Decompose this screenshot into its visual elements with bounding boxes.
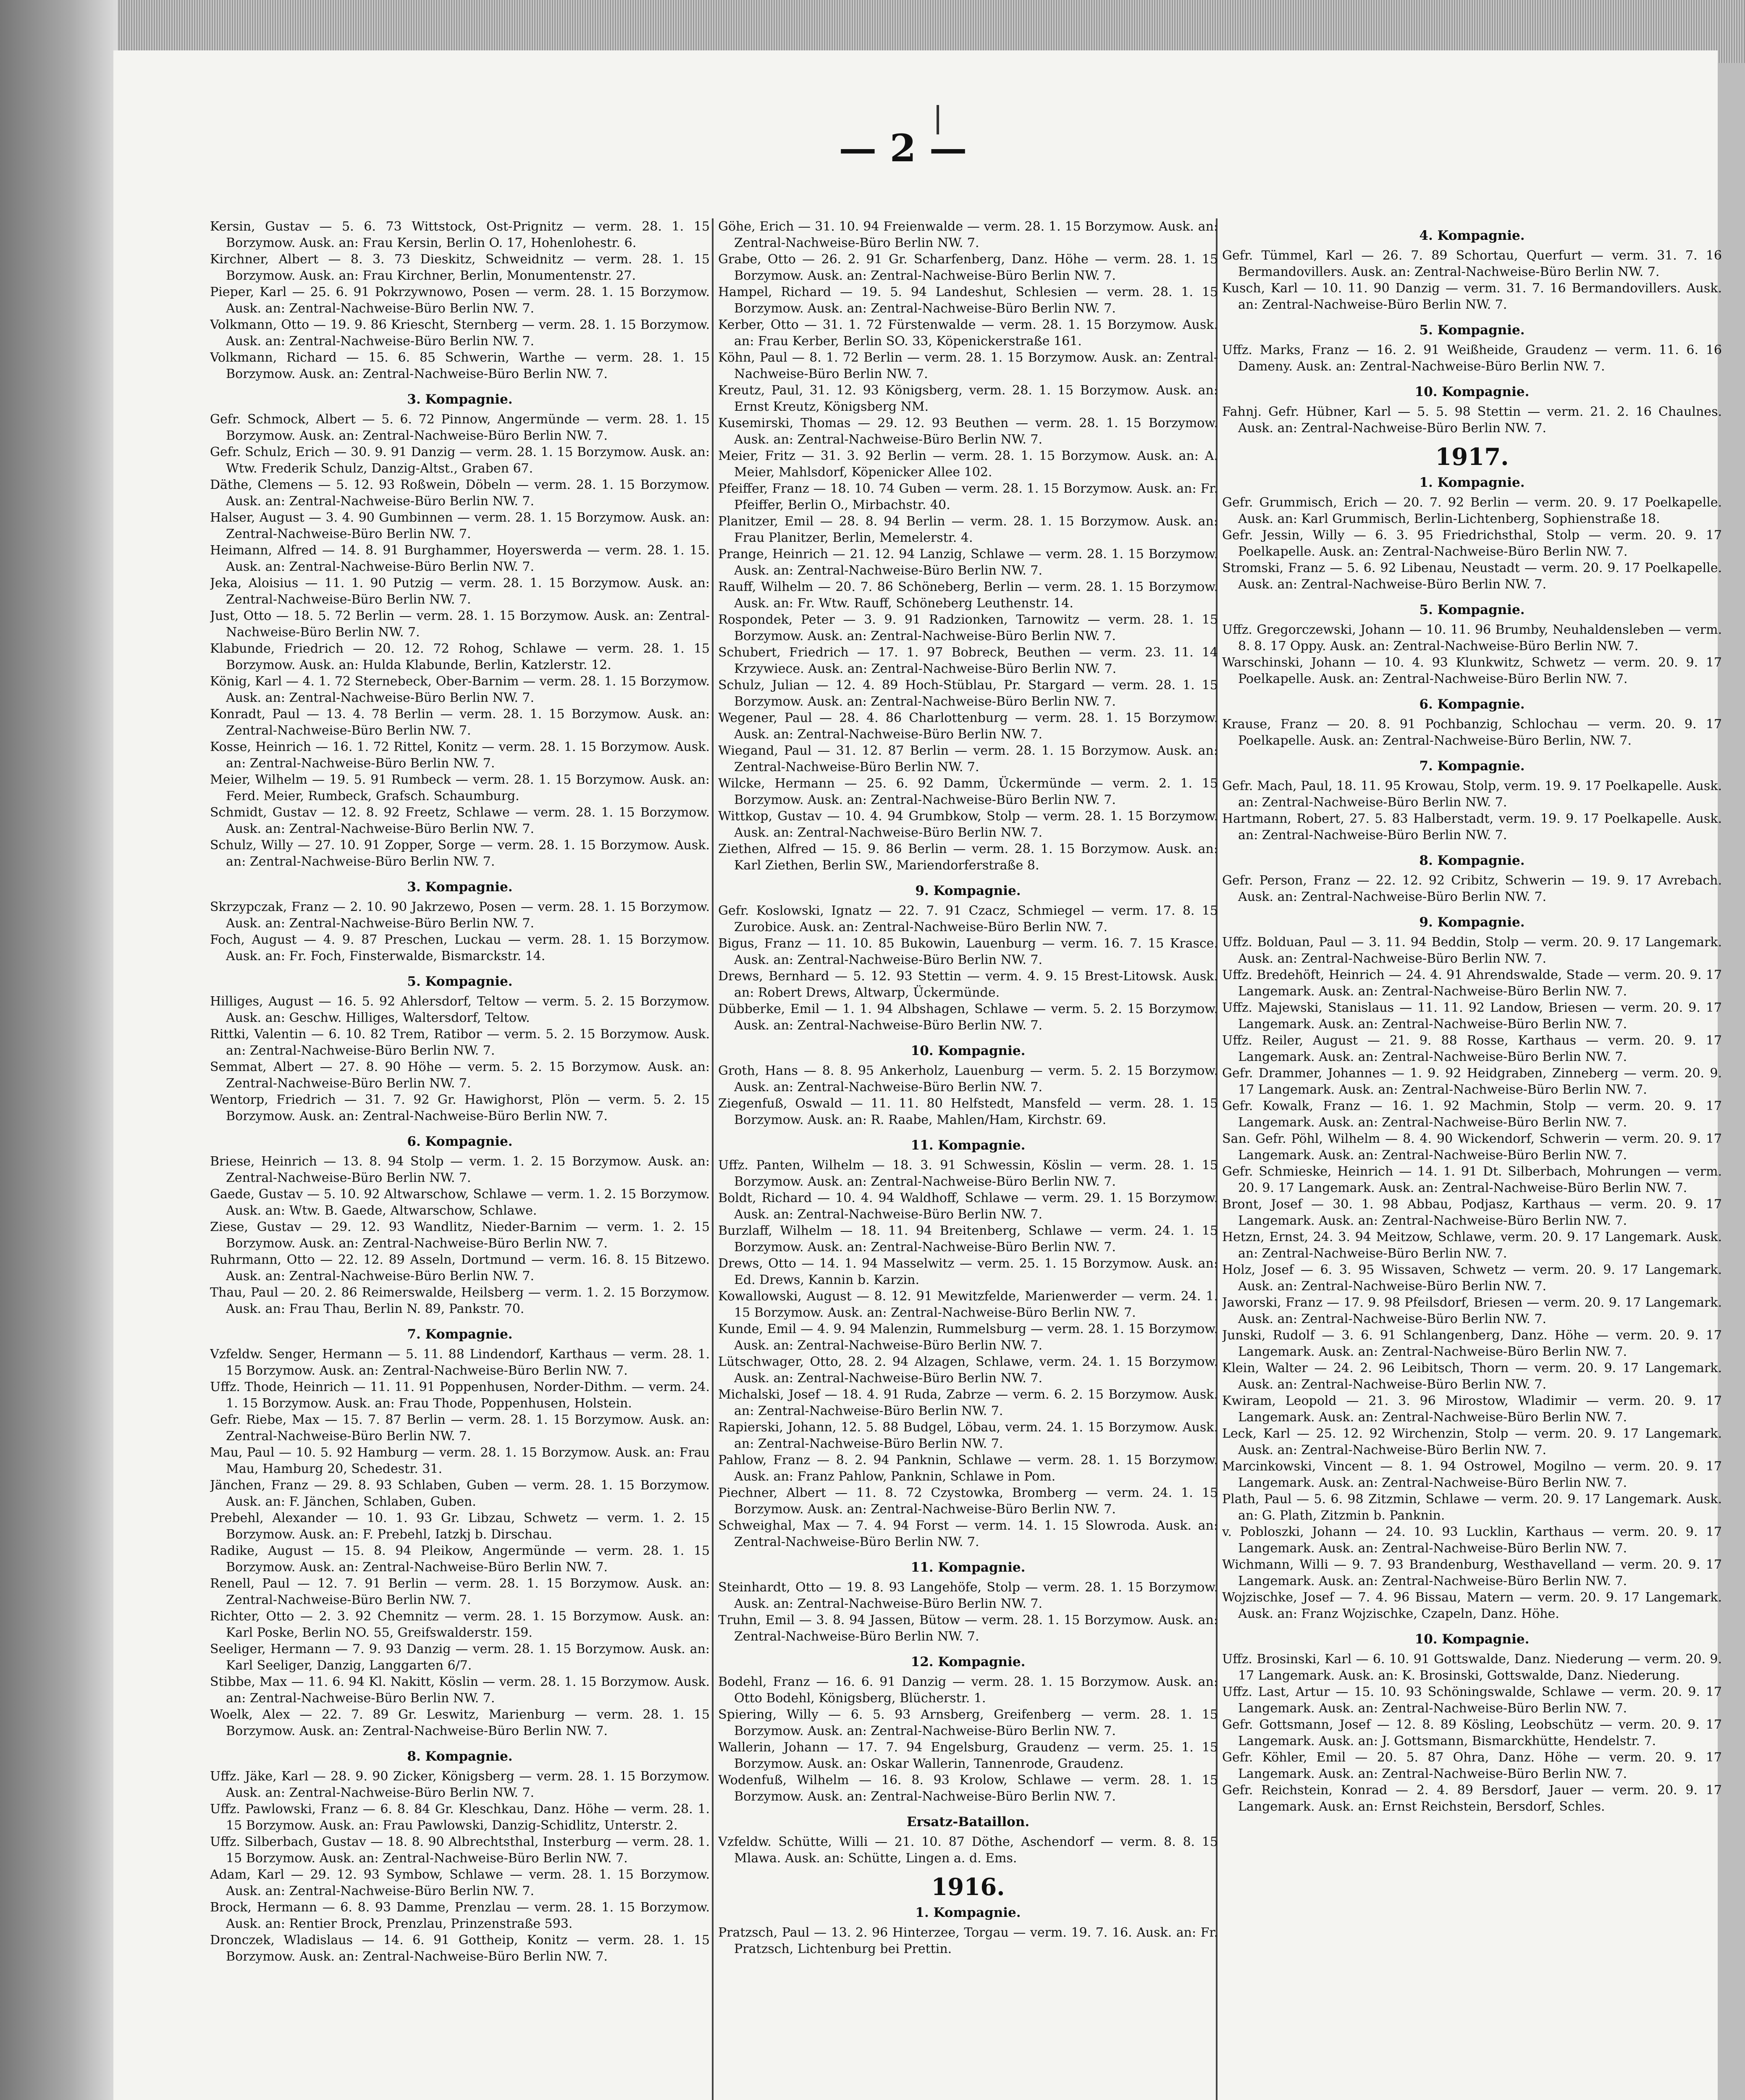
list-entry: Kosse, Heinrich — 16. 1. 72 Rittel, Konitz — verm. 28. 1. 15 Borzymow. Ausk. an: Zentral-Nachweise-Büro Berlin NW. 7.: [210, 740, 710, 771]
list-entry: Wodenfuß, Wilhelm — 16. 8. 93 Krolow, Schlawe — verm. 28. 1. 15 Borzymow. Ausk. an: Zentral-Nachweise-Büro Berlin NW. 7.: [718, 1773, 1218, 1804]
list-entry: Richter, Otto — 2. 3. 92 Chemnitz — verm. 28. 1. 15 Borzymow. Ausk. an: Karl Poske, Berlin NO. 55, Greifswalderstr. 159.: [210, 1609, 710, 1640]
section-heading: 10. Kompagnie.: [911, 1043, 1026, 1058]
list-entry: Stibbe, Max — 11. 6. 94 Kl. Nakitt, Köslin — verm. 28. 1. 15 Borzymow. Ausk. an: Zentral-Nachweise-Büro Berlin NW. 7.: [210, 1675, 710, 1706]
list-entry: Hartmann, Robert, 27. 5. 83 Halberstadt, verm. 19. 9. 17 Poelkapelle. Ausk. an: Zentral-Nachweise-Büro Berlin NW. 7.: [1222, 811, 1722, 843]
section-heading: 8. Kompagnie.: [407, 1749, 513, 1764]
list-entry: Gefr. Drammer, Johannes — 1. 9. 92 Heidgraben, Zinneberg — verm. 20. 9. 17 Langemark. Ausk. an: Zentral-Nachweise-Büro Berlin NW. 7.: [1222, 1066, 1722, 1097]
section-heading: 11. Kompagnie.: [911, 1560, 1026, 1575]
list-entry: Woelk, Alex — 22. 7. 89 Gr. Leswitz, Marienburg — verm. 28. 1. 15 Borzymow. Ausk. an: Zentral-Nachweise-Büro Berlin NW. 7.: [210, 1707, 710, 1738]
list-entry: Dübberke, Emil — 1. 1. 94 Albshagen, Schlawe — verm. 5. 2. 15 Borzymow. Ausk. an: Zentral-Nachweise-Büro Berlin NW. 7.: [718, 1002, 1218, 1033]
list-entry: Jänchen, Franz — 29. 8. 93 Schlaben, Guben — verm. 28. 1. 15 Borzymow. Ausk. an: F. Jänchen, Schlaben, Guben.: [210, 1478, 710, 1509]
list-entry: Göhe, Erich — 31. 10. 94 Freienwalde — verm. 28. 1. 15 Borzymow. Ausk. an: Zentral-Nachweise-Büro Berlin NW. 7.: [718, 219, 1218, 250]
list-entry: Volkmann, Richard — 15. 6. 85 Schwerin, Warthe — verm. 28. 1. 15 Borzymow. Ausk. an: Zentral-Nachweise-Büro Berlin NW. 7.: [210, 350, 710, 381]
section-heading: 6. Kompagnie.: [1419, 697, 1525, 712]
list-entry: Thau, Paul — 20. 2. 86 Reimerswalde, Heilsberg — verm. 1. 2. 15 Borzymow. Ausk. an: Frau Thau, Berlin N. 89, Pankstr. 70.: [210, 1285, 710, 1316]
list-entry: Kerber, Otto — 31. 1. 72 Fürstenwalde — verm. 28. 1. 15 Borzymow. Ausk. an: Frau Kerber, Berlin SO. 33, Köpenickerstraße 161.: [718, 318, 1218, 349]
list-entry: Jaworski, Franz — 17. 9. 98 Pfeilsdorf, Briesen — verm. 20. 9. 17 Langemark. Ausk. an: Zentral-Nachweise-Büro Berlin NW. 7.: [1222, 1295, 1722, 1326]
list-entry: Kowallowski, August — 8. 12. 91 Mewitzfelde, Marienwerder — verm. 24. 1. 15 Borzymow. Ausk. an: Zentral-Nachweise-Büro Berlin NW. 7.: [718, 1289, 1218, 1320]
list-entry: Schweighal, Max — 7. 4. 94 Forst — verm. 14. 1. 15 Slowroda. Ausk. an: Zentral-Nachweise-Büro Berlin NW. 7.: [718, 1518, 1218, 1549]
column-rule: [712, 218, 714, 2100]
list-entry: Gefr. Gottsmann, Josef — 12. 8. 89 Kösling, Leobschütz — verm. 20. 9. 17 Langemark. Ausk. an: J. Gottsmann, Bismarckhütte, Hendelstr. 7.: [1222, 1717, 1722, 1748]
list-entry: Meier, Wilhelm — 19. 5. 91 Rumbeck — verm. 28. 1. 15 Borzymow. Ausk. an: Ferd. Meier, Rumbeck, Grafsch. Schaumburg.: [210, 772, 710, 803]
list-entry: Adam, Karl — 29. 12. 93 Symbow, Schlawe — verm. 28. 1. 15 Borzymow. Ausk. an: Zentral-Nachweise-Büro Berlin NW. 7.: [210, 1867, 710, 1898]
list-entry: Spiering, Willy — 6. 5. 93 Arnsberg, Greifenberg — verm. 28. 1. 15 Borzymow. Ausk. an: Zentral-Nachweise-Büro Berlin NW. 7.: [718, 1707, 1218, 1738]
list-entry: Vzfeldw. Schütte, Willi — 21. 10. 87 Döthe, Aschendorf — verm. 8. 8. 15 Mlawa. Ausk. an: Schütte, Lingen a. d. Ems.: [718, 1835, 1218, 1866]
list-entry: Gefr. Kowalk, Franz — 16. 1. 92 Machmin, Stolp — verm. 20. 9. 17 Langemark. Ausk. an: Zentral-Nachweise-Büro Berlin NW. 7.: [1222, 1099, 1722, 1130]
list-entry: Seeliger, Hermann — 7. 9. 93 Danzig — verm. 28. 1. 15 Borzymow. Ausk. an: Karl Seeliger, Danzig, Langgarten 6/7.: [210, 1642, 710, 1673]
list-entry: Warschinski, Johann — 10. 4. 93 Klunkwitz, Schwetz — verm. 20. 9. 17 Poelkapelle. Ausk. an: Zentral-Nachweise-Büro Berlin NW. 7.: [1222, 655, 1722, 686]
list-entry: Wegener, Paul — 28. 4. 86 Charlottenburg — verm. 28. 1. 15 Borzymow. Ausk. an: Zentral-Nachweise-Büro Berlin NW. 7.: [718, 711, 1218, 742]
list-entry: Köhn, Paul — 8. 1. 72 Berlin — verm. 28. 1. 15 Borzymow. Ausk. an: Zentral-Nachweise-Büro Berlin NW. 7.: [718, 350, 1218, 381]
list-entry: Drews, Bernhard — 5. 12. 93 Stettin — verm. 4. 9. 15 Brest-Litowsk. Ausk. an: Robert Drews, Altwarp, Ückermünde.: [718, 969, 1218, 1000]
list-entry: Ziethen, Alfred — 15. 9. 86 Berlin — verm. 28. 1. 15 Borzymow. Ausk. an: Karl Ziethen, Berlin SW., Mariendorferstraße 8.: [718, 842, 1218, 873]
section-heading: 8. Kompagnie.: [1419, 853, 1525, 868]
section-heading: 6. Kompagnie.: [407, 1134, 513, 1149]
section-heading: 1. Kompagnie.: [1419, 475, 1525, 490]
list-entry: Uffz. Panten, Wilhelm — 18. 3. 91 Schwessin, Köslin — verm. 28. 1. 15 Borzymow. Ausk. an: Zentral-Nachweise-Büro Berlin NW. 7.: [718, 1158, 1218, 1189]
list-entry: Kunde, Emil — 4. 9. 94 Malenzin, Rummelsburg — verm. 28. 1. 15 Borzymow. Ausk. an: Zentral-Nachweise-Büro Berlin NW. 7.: [718, 1322, 1218, 1353]
section-heading: 1. Kompagnie.: [915, 1905, 1021, 1920]
list-entry: v. Pobloszki, Johann — 24. 10. 93 Lucklin, Karthaus — verm. 20. 9. 17 Langemark. Ausk. an: Zentral-Nachweise-Büro Berlin NW. 7.: [1222, 1525, 1722, 1556]
list-entry: Fahnj. Gefr. Hübner, Karl — 5. 5. 98 Stettin — verm. 21. 2. 16 Chaulnes. Ausk. an: Zentral-Nachweise-Büro Berlin NW. 7.: [1222, 404, 1722, 436]
list-entry: Uffz. Majewski, Stanislaus — 11. 11. 92 Landow, Briesen — verm. 20. 9. 17 Langemark. Ausk. an: Zentral-Nachweise-Büro Berlin NW. 7.: [1222, 1000, 1722, 1032]
list-entry: Gefr. Köhler, Emil — 20. 5. 87 Ohra, Danz. Höhe — verm. 20. 9. 17 Langemark. Ausk. an: Zentral-Nachweise-Büro Berlin NW. 7.: [1222, 1750, 1722, 1781]
year-heading: 1917.: [1435, 443, 1509, 471]
list-entry: Gefr. Schmieske, Heinrich — 14. 1. 91 Dt. Silberbach, Mohrungen — verm. 20. 9. 17 Langemark. Ausk. an: Zentral-Nachweise-Büro Berlin NW. 7.: [1222, 1164, 1722, 1195]
list-entry: Uffz. Bolduan, Paul — 3. 11. 94 Beddin, Stolp — verm. 20. 9. 17 Langemark. Ausk. an: Zentral-Nachweise-Büro Berlin NW. 7.: [1222, 935, 1722, 966]
list-entry: Volkmann, Otto — 19. 9. 86 Kriescht, Sternberg — verm. 28. 1. 15 Borzymow. Ausk. an: Zentral-Nachweise-Büro Berlin NW. 7.: [210, 318, 710, 349]
list-entry: Uffz. Marks, Franz — 16. 2. 91 Weißheide, Graudenz — verm. 11. 6. 16 Dameny. Ausk. an: Zentral-Nachweise-Büro Berlin NW. 7.: [1222, 343, 1722, 374]
list-entry: Vzfeldw. Senger, Hermann — 5. 11. 88 Lindendorf, Karthaus — verm. 28. 1. 15 Borzymow. Ausk. an: Zentral-Nachweise-Büro Berlin NW. 7.: [210, 1347, 710, 1378]
section-heading: 5. Kompagnie.: [1419, 323, 1525, 338]
list-entry: Schulz, Willy — 27. 10. 91 Zopper, Sorge — verm. 28. 1. 15 Borzymow. Ausk. an: Zentral-Nachweise-Büro Berlin NW. 7.: [210, 838, 710, 869]
section-heading: 9. Kompagnie.: [915, 883, 1021, 898]
list-entry: Foch, August — 4. 9. 87 Preschen, Luckau — verm. 28. 1. 15 Borzymow. Ausk. an: Fr. Foch, Finsterwalde, Bismarckstr. 14.: [210, 932, 710, 963]
list-entry: Heimann, Alfred — 14. 8. 91 Burghammer, Hoyerswerda — verm. 28. 1. 15. Ausk. an: Zentral-Nachweise-Büro Berlin NW. 7.: [210, 543, 710, 574]
list-entry: Wittkop, Gustav — 10. 4. 94 Grumbkow, Stolp — verm. 28. 1. 15 Borzymow. Ausk. an: Zentral-Nachweise-Büro Berlin NW. 7.: [718, 809, 1218, 840]
list-entry: Renell, Paul — 12. 7. 91 Berlin — verm. 28. 1. 15 Borzymow. Ausk. an: Zentral-Nachweise-Büro Berlin NW. 7.: [210, 1576, 710, 1607]
list-entry: Semmat, Albert — 27. 8. 90 Höhe — verm. 5. 2. 15 Borzymow. Ausk. an: Zentral-Nachweise-Büro Berlin NW. 7.: [210, 1060, 710, 1091]
list-entry: Schmidt, Gustav — 12. 8. 92 Freetz, Schlawe — verm. 28. 1. 15 Borzymow. Ausk. an: Zentral-Nachweise-Büro Berlin NW. 7.: [210, 805, 710, 836]
list-entry: Gefr. Riebe, Max — 15. 7. 87 Berlin — verm. 28. 1. 15 Borzymow. Ausk. an: Zentral-Nachweise-Büro Berlin NW. 7.: [210, 1412, 710, 1444]
list-entry: Hilliges, August — 16. 5. 92 Ahlersdorf, Teltow — verm. 5. 2. 15 Borzymow. Ausk. an: Geschw. Hilliges, Waltersdorf, Teltow.: [210, 994, 710, 1025]
list-entry: Lütschwager, Otto, 28. 2. 94 Alzagen, Schlawe, verm. 24. 1. 15 Borzymow. Ausk. an: Zentral-Nachweise-Büro Berlin NW. 7.: [718, 1354, 1218, 1386]
list-entry: Leck, Karl — 25. 12. 92 Wirchenzin, Stolp — verm. 20. 9. 17 Langemark. Ausk. an: Zentral-Nachweise-Büro Berlin NW. 7.: [1222, 1426, 1722, 1457]
list-entry: Hetzn, Ernst, 24. 3. 94 Meitzow, Schlawe, verm. 20. 9. 17 Langemark. Ausk. an: Zentral-Nachweise-Büro Berlin NW. 7.: [1222, 1230, 1722, 1261]
list-entry: Gefr. Mach, Paul, 18. 11. 95 Krowau, Stolp, verm. 19. 9. 17 Poelkapelle. Ausk. an: Zentral-Nachweise-Büro Berlin NW. 7.: [1222, 779, 1722, 810]
section-heading: 11. Kompagnie.: [911, 1138, 1026, 1153]
list-entry: Gefr. Person, Franz — 22. 12. 92 Cribitz, Schwerin — 19. 9. 17 Avrebach. Ausk. an: Zentral-Nachweise-Büro Berlin NW. 7.: [1222, 873, 1722, 904]
list-entry: Gefr. Grummisch, Erich — 20. 7. 92 Berlin — verm. 20. 9. 17 Poelkapelle. Ausk. an: Karl Grummisch, Berlin-Lichtenberg, Sophienstraße 18.: [1222, 495, 1722, 526]
list-entry: Uffz. Brosinski, Karl — 6. 10. 91 Gottswalde, Danz. Niederung — verm. 20. 9. 17 Langemark. Ausk. an: K. Brosinski, Gottswalde, Danz. Niederung.: [1222, 1652, 1722, 1683]
list-entry: Krause, Franz — 20. 8. 91 Pochbanzig, Schlochau — verm. 20. 9. 17 Poelkapelle. Ausk. an: Zentral-Nachweise-Büro Berlin, NW. 7.: [1222, 717, 1722, 748]
page-number: — 2 —: [839, 126, 967, 171]
list-entry: Boldt, Richard — 10. 4. 94 Waldhoff, Schlawe — verm. 29. 1. 15 Borzymow. Ausk. an: Zentral-Nachweise-Büro Berlin NW. 7.: [718, 1191, 1218, 1222]
list-entry: Jeka, Aloisius — 11. 1. 90 Putzig — verm. 28. 1. 15 Borzymow. Ausk. an: Zentral-Nachweise-Büro Berlin NW. 7.: [210, 576, 710, 607]
list-entry: Kreutz, Paul, 31. 12. 93 Königsberg, verm. 28. 1. 15 Borzymow. Ausk. an: Ernst Kreutz, Königsberg NM.: [718, 383, 1218, 414]
list-entry: Gefr. Schmock, Albert — 5. 6. 72 Pinnow, Angermünde — verm. 28. 1. 15 Borzymow. Ausk. an: Zentral-Nachweise-Büro Berlin NW. 7.: [210, 412, 710, 443]
list-entry: Wallerin, Johann — 17. 7. 94 Engelsburg, Graudenz — verm. 25. 1. 15 Borzymow. Ausk. an: Oskar Wallerin, Tannenrode, Graudenz.: [718, 1740, 1218, 1771]
list-entry: Konradt, Paul — 13. 4. 78 Berlin — verm. 28. 1. 15 Borzymow. Ausk. an: Zentral-Nachweise-Büro Berlin NW. 7.: [210, 707, 710, 738]
list-entry: Rauff, Wilhelm — 20. 7. 86 Schöneberg, Berlin — verm. 28. 1. 15 Borzymow. Ausk. an: Fr. Wtw. Rauff, Schöneberg Leuthenstr. 14.: [718, 580, 1218, 611]
text-column-3: [1222, 218, 1722, 2100]
list-entry: Bront, Josef — 30. 1. 98 Abbau, Podjasz, Karthaus — verm. 20. 9. 17 Langemark. Ausk. an: Zentral-Nachweise-Büro Berlin NW. 7.: [1222, 1197, 1722, 1228]
list-entry: Uffz. Gregorczewski, Johann — 10. 11. 96 Brumby, Neuhaldensleben — verm. 8. 8. 17 Oppy. Ausk. an: Zentral-Nachweise-Büro Berlin NW. 7.: [1222, 622, 1722, 654]
list-entry: Klabunde, Friedrich — 20. 12. 72 Rohog, Schlawe — verm. 28. 1. 15 Borzymow. Ausk. an: Hulda Klabunde, Berlin, Katzlerstr. 12.: [210, 641, 710, 672]
list-entry: Kusch, Karl — 10. 11. 90 Danzig — verm. 31. 7. 16 Bermandovillers. Ausk. an: Zentral-Nachweise-Büro Berlin NW. 7.: [1222, 281, 1722, 312]
list-entry: Marcinkowski, Vincent — 8. 1. 94 Ostrowel, Mogilno — verm. 20. 9. 17 Langemark. Ausk. an: Zentral-Nachweise-Büro Berlin NW. 7.: [1222, 1459, 1722, 1490]
section-heading: 5. Kompagnie.: [1419, 602, 1525, 617]
list-entry: Briese, Heinrich — 13. 8. 94 Stolp — verm. 1. 2. 15 Borzymow. Ausk. an: Zentral-Nachweise-Büro Berlin NW. 7.: [210, 1154, 710, 1185]
section-heading: 9. Kompagnie.: [1419, 915, 1525, 930]
list-entry: Skrzypczak, Franz — 2. 10. 90 Jakrzewo, Posen — verm. 28. 1. 15 Borzymow. Ausk. an: Zentral-Nachweise-Büro Berlin NW. 7.: [210, 900, 710, 931]
list-entry: Rittki, Valentin — 6. 10. 82 Trem, Ratibor — verm. 5. 2. 15 Borzymow. Ausk. an: Zentral-Nachweise-Büro Berlin NW. 7.: [210, 1027, 710, 1058]
list-entry: Piechner, Albert — 11. 8. 72 Czystowka, Bromberg — verm. 24. 1. 15 Borzymow. Ausk. an: Zentral-Nachweise-Büro Berlin NW. 7.: [718, 1486, 1218, 1517]
list-entry: Junski, Rudolf — 3. 6. 91 Schlangenberg, Danz. Höhe — verm. 20. 9. 17 Langemark. Ausk. an: Zentral-Nachweise-Büro Berlin NW. 7.: [1222, 1328, 1722, 1359]
list-entry: Wojzischke, Josef — 7. 4. 96 Bissau, Matern — verm. 20. 9. 17 Langemark. Ausk. an: Franz Wojzischke, Czapeln, Danz. Höhe.: [1222, 1590, 1722, 1621]
list-entry: Wentorp, Friedrich — 31. 7. 92 Gr. Hawighorst, Plön — verm. 5. 2. 15 Borzymow. Ausk. an: Zentral-Nachweise-Büro Berlin NW. 7.: [210, 1092, 710, 1124]
list-entry: Pfeiffer, Franz — 18. 10. 74 Guben — verm. 28. 1. 15 Borzymow. Ausk. an: Fr. Pfeiffer, Berlin O., Mirbachstr. 40.: [718, 481, 1218, 512]
list-entry: Radike, August — 15. 8. 94 Pleikow, Angermünde — verm. 28. 1. 15 Borzymow. Ausk. an: Zentral-Nachweise-Büro Berlin NW. 7.: [210, 1544, 710, 1575]
list-entry: Kwiram, Leopold — 21. 3. 96 Mirostow, Wladimir — verm. 20. 9. 17 Langemark. Ausk. an: Zentral-Nachweise-Büro Berlin NW. 7.: [1222, 1394, 1722, 1425]
list-entry: Uffz. Pawlowski, Franz — 6. 8. 84 Gr. Kleschkau, Danz. Höhe — verm. 28. 1. 15 Borzymow. Ausk. an: Frau Pawlowski, Danzig-Schidlitz, Unterstr. 2.: [210, 1802, 710, 1833]
list-entry: Uffz. Bredehöft, Heinrich — 24. 4. 91 Ahrendswalde, Stade — verm. 20. 9. 17 Langemark. Ausk. an: Zentral-Nachweise-Büro Berlin NW. 7.: [1222, 968, 1722, 999]
section-heading: 12. Kompagnie.: [911, 1654, 1026, 1670]
list-entry: König, Karl — 4. 1. 72 Sternebeck, Ober-Barnim — verm. 28. 1. 15 Borzymow. Ausk. an: Zentral-Nachweise-Büro Berlin NW. 7.: [210, 674, 710, 705]
list-entry: Pahlow, Franz — 8. 2. 94 Panknin, Schlawe — verm. 28. 1. 15 Borzymow. Ausk. an: Franz Pahlow, Panknin, Schlawe in Pom.: [718, 1453, 1218, 1484]
list-entry: Rapierski, Johann, 12. 5. 88 Budgel, Löbau, verm. 24. 1. 15 Borzymow. Ausk. an: Zentral-Nachweise-Büro Berlin NW. 7.: [718, 1420, 1218, 1451]
list-entry: Dronczek, Wladislaus — 14. 6. 91 Gottheip, Konitz — verm. 28. 1. 15 Borzymow. Ausk. an: Zentral-Nachweise-Büro Berlin NW. 7.: [210, 1933, 710, 1964]
list-entry: Hampel, Richard — 19. 5. 94 Landeshut, Schlesien — verm. 28. 1. 15 Borzymow. Ausk. an: Zentral-Nachweise-Büro Berlin NW. 7.: [718, 285, 1218, 316]
list-entry: Halser, August — 3. 4. 90 Gumbinnen — verm. 28. 1. 15 Borzymow. Ausk. an: Zentral-Nachweise-Büro Berlin NW. 7.: [210, 510, 710, 541]
list-entry: Kirchner, Albert — 8. 3. 73 Dieskitz, Schweidnitz — verm. 28. 1. 15 Borzymow. Ausk. an: Frau Kirchner, Berlin, Monumentenstr. 27.: [210, 252, 710, 283]
section-heading: 5. Kompagnie.: [407, 974, 513, 989]
list-entry: Brock, Hermann — 6. 8. 93 Damme, Prenzlau — verm. 28. 1. 15 Borzymow. Ausk. an: Rentier Brock, Prenzlau, Prinzenstraße 593.: [210, 1900, 710, 1931]
list-entry: Pieper, Karl — 25. 6. 91 Pokrzywnowo, Posen — verm. 28. 1. 15 Borzymow. Ausk. an: Zentral-Nachweise-Büro Berlin NW. 7.: [210, 285, 710, 316]
list-entry: Prebehl, Alexander — 10. 1. 93 Gr. Libzau, Schwetz — verm. 1. 2. 15 Borzymow. Ausk. an: F. Prebehl, Iatzkj b. Dirschau.: [210, 1511, 710, 1542]
list-entry: Groth, Hans — 8. 8. 95 Ankerholz, Lauenburg — verm. 5. 2. 15 Borzymow. Ausk. an: Zentral-Nachweise-Büro Berlin NW. 7.: [718, 1063, 1218, 1095]
list-entry: Holz, Josef — 6. 3. 95 Wissaven, Schwetz — verm. 20. 9. 17 Langemark. Ausk. an: Zentral-Nachweise-Büro Berlin NW. 7.: [1222, 1263, 1722, 1294]
list-entry: Gefr. Reichstein, Konrad — 2. 4. 89 Bersdorf, Jauer — verm. 20. 9. 17 Langemark. Ausk. an: Ernst Reichstein, Bersdorf, Schles.: [1222, 1783, 1722, 1814]
list-entry: Just, Otto — 18. 5. 72 Berlin — verm. 28. 1. 15 Borzymow. Ausk. an: Zentral-Nachweise-Büro Berlin NW. 7.: [210, 609, 710, 640]
list-entry: Rospondek, Peter — 3. 9. 91 Radzionken, Tarnowitz — verm. 28. 1. 15 Borzymow. Ausk. an: Zentral-Nachweise-Büro Berlin NW. 7.: [718, 612, 1218, 643]
list-entry: Uffz. Thode, Heinrich — 11. 11. 91 Poppenhusen, Norder-Dithm. — verm. 24. 1. 15 Borzymow. Ausk. an: Frau Thode, Poppenhusen, Holstein.: [210, 1380, 710, 1411]
section-heading: Ersatz-Bataillon.: [906, 1814, 1030, 1830]
list-entry: Gaede, Gustav — 5. 10. 92 Altwarschow, Schlawe — verm. 1. 2. 15 Borzymow. Ausk. an: Wtw. B. Gaede, Altwarschow, Schlawe.: [210, 1187, 710, 1218]
section-heading: 3. Kompagnie.: [407, 879, 513, 895]
list-entry: Ziese, Gustav — 29. 12. 93 Wandlitz, Nieder-Barnim — verm. 1. 2. 15 Borzymow. Ausk. an: Zentral-Nachweise-Büro Berlin NW. 7.: [210, 1220, 710, 1251]
list-entry: Grabe, Otto — 26. 2. 91 Gr. Scharfenberg, Danz. Höhe — verm. 28. 1. 15 Borzymow. Ausk. an: Zentral-Nachweise-Büro Berlin NW. 7.: [718, 252, 1218, 283]
list-entry: Steinhardt, Otto — 19. 8. 93 Langehöfe, Stolp — verm. 28. 1. 15 Borzymow. Ausk. an: Zentral-Nachweise-Büro Berlin NW. 7.: [718, 1580, 1218, 1611]
list-entry: Bigus, Franz — 11. 10. 85 Bukowin, Lauenburg — verm. 16. 7. 15 Krasce. Ausk. an: Zentral-Nachweise-Büro Berlin NW. 7.: [718, 936, 1218, 967]
list-entry: Gefr. Jessin, Willy — 6. 3. 95 Friedrichsthal, Stolp — verm. 20. 9. 17 Poelkapelle. Ausk. an: Zentral-Nachweise-Büro Berlin NW. 7.: [1222, 528, 1722, 559]
list-entry: Ziegenfuß, Oswald — 11. 11. 80 Helfstedt, Mansfeld — verm. 28. 1. 15 Borzymow. Ausk. an: R. Raabe, Mahlen/Ham, Kirchstr. 69.: [718, 1096, 1218, 1127]
list-entry: Stromski, Franz — 5. 6. 92 Libenau, Neustadt — verm. 20. 9. 17 Poelkapelle. Ausk. an: Zentral-Nachweise-Büro Berlin NW. 7.: [1222, 561, 1722, 592]
list-entry: Ruhrmann, Otto — 22. 12. 89 Asseln, Dortmund — verm. 16. 8. 15 Bitzewo. Ausk. an: Zentral-Nachweise-Büro Berlin NW. 7.: [210, 1252, 710, 1284]
list-entry: Klein, Walter — 24. 2. 96 Leibitsch, Thorn — verm. 20. 9. 17 Langemark. Ausk. an: Zentral-Nachweise-Büro Berlin NW. 7.: [1222, 1361, 1722, 1392]
list-entry: Wiegand, Paul — 31. 12. 87 Berlin — verm. 28. 1. 15 Borzymow. Ausk. an: Zentral-Nachweise-Büro Berlin NW. 7.: [718, 743, 1218, 774]
list-entry: Prange, Heinrich — 21. 12. 94 Lanzig, Schlawe — verm. 28. 1. 15 Borzymow. Ausk. an: Zentral-Nachweise-Büro Berlin NW. 7.: [718, 547, 1218, 578]
list-entry: Drews, Otto — 14. 1. 94 Masselwitz — verm. 25. 1. 15 Borzymow. Ausk. an: Ed. Drews, Kannin b. Karzin.: [718, 1256, 1218, 1287]
list-entry: Kusemirski, Thomas — 29. 12. 93 Beuthen — verm. 28. 1. 15 Borzymow. Ausk. an: Zentral-Nachweise-Büro Berlin NW. 7.: [718, 416, 1218, 447]
list-entry: Plath, Paul — 5. 6. 98 Zitzmin, Schlawe — verm. 20. 9. 17 Langemark. Ausk. an: G. Plath, Zitzmin b. Panknin.: [1222, 1492, 1722, 1523]
text-column-1: [210, 218, 710, 2100]
list-entry: Schulz, Julian — 12. 4. 89 Hoch-Stüblau, Pr. Stargard — verm. 28. 1. 15 Borzymow. Ausk. an: Zentral-Nachweise-Büro Berlin NW. 7.: [718, 678, 1218, 709]
list-entry: Planitzer, Emil — 28. 8. 94 Berlin — verm. 28. 1. 15 Borzymow. Ausk. an: Frau Planitzer, Berlin, Memelerstr. 4.: [718, 514, 1218, 545]
list-entry: Gefr. Koslowski, Ignatz — 22. 7. 91 Czacz, Schmiegel — verm. 17. 8. 15 Zurobice. Ausk. an: Zentral-Nachweise-Büro Berlin NW. 7.: [718, 903, 1218, 934]
text-column-2: [718, 218, 1218, 2100]
scan-left-edge: [0, 0, 118, 2100]
year-heading: 1916.: [931, 1873, 1005, 1901]
list-entry: Uffz. Last, Artur — 15. 10. 93 Schöningswalde, Schlawe — verm. 20. 9. 17 Langemark. Ausk. an: Zentral-Nachweise-Büro Berlin NW. 7.: [1222, 1685, 1722, 1716]
list-entry: Michalski, Josef — 18. 4. 91 Ruda, Zabrze — verm. 6. 2. 15 Borzymow. Ausk. an: Zentral-Nachweise-Büro Berlin NW. 7.: [718, 1387, 1218, 1418]
list-entry: Wichmann, Willi — 9. 7. 93 Brandenburg, Westhavelland — verm. 20. 9. 17 Langemark. Ausk. an: Zentral-Nachweise-Büro Berlin NW. 7.: [1222, 1557, 1722, 1588]
list-entry: Schubert, Friedrich — 17. 1. 97 Bobreck, Beuthen — verm. 23. 11. 14 Krzywiece. Ausk. an: Zentral-Nachweise-Büro Berlin NW. 7.: [718, 645, 1218, 676]
list-entry: Wilcke, Hermann — 25. 6. 92 Damm, Ückermünde — verm. 2. 1. 15 Borzymow. Ausk. an: Zentral-Nachweise-Büro Berlin NW. 7.: [718, 776, 1218, 807]
section-heading: 7. Kompagnie.: [407, 1327, 513, 1342]
list-entry: Meier, Fritz — 31. 3. 92 Berlin — verm. 28. 1. 15 Borzymow. Ausk. an: A. Meier, Mahlsdorf, Köpenicker Allee 102.: [718, 449, 1218, 480]
section-heading: 3. Kompagnie.: [407, 392, 513, 407]
list-entry: San. Gefr. Pöhl, Wilhelm — 8. 4. 90 Wickendorf, Schwerin — verm. 20. 9. 17 Langemark. Ausk. an: Zentral-Nachweise-Büro Berlin NW. 7.: [1222, 1131, 1722, 1163]
list-entry: Pratzsch, Paul — 13. 2. 96 Hinterzee, Torgau — verm. 19. 7. 16. Ausk. an: Fr. Pratzsch, Lichtenburg bei Prettin.: [718, 1925, 1218, 1956]
list-entry: Gefr. Schulz, Erich — 30. 9. 91 Danzig — verm. 28. 1. 15 Borzymow. Ausk. an: Wtw. Frederik Schulz, Danzig-Altst., Graben 67.: [210, 445, 710, 476]
list-entry: Burzlaff, Wilhelm — 18. 11. 94 Breitenberg, Schlawe — verm. 24. 1. 15 Borzymow. Ausk. an: Zentral-Nachweise-Büro Berlin NW. 7.: [718, 1223, 1218, 1255]
list-entry: Gefr. Tümmel, Karl — 26. 7. 89 Schortau, Querfurt — verm. 31. 7. 16 Bermandovillers. Ausk. an: Zentral-Nachweise-Büro Berlin NW. 7.: [1222, 248, 1722, 279]
list-entry: Kersin, Gustav — 5. 6. 73 Wittstock, Ost-Prignitz — verm. 28. 1. 15 Borzymow. Ausk. an: Frau Kersin, Berlin O. 17, Hohenlohestr. 6.: [210, 219, 710, 250]
section-heading: 10. Kompagnie.: [1414, 1632, 1530, 1647]
section-heading: 10. Kompagnie.: [1414, 384, 1530, 399]
list-entry: Mau, Paul — 10. 5. 92 Hamburg — verm. 28. 1. 15 Borzymow. Ausk. an: Frau Mau, Hamburg 20, Schedestr. 31.: [210, 1445, 710, 1476]
section-heading: 4. Kompagnie.: [1419, 228, 1525, 243]
list-entry: Bodehl, Franz — 16. 6. 91 Danzig — verm. 28. 1. 15 Borzymow. Ausk. an: Otto Bodehl, Königsberg, Blücherstr. 1.: [718, 1675, 1218, 1706]
list-entry: Truhn, Emil — 3. 8. 94 Jassen, Bütow — verm. 28. 1. 15 Borzymow. Ausk. an: Zentral-Nachweise-Büro Berlin NW. 7.: [718, 1613, 1218, 1644]
list-entry: Uffz. Silberbach, Gustav — 18. 8. 90 Albrechtsthal, Insterburg — verm. 28. 1. 15 Borzymow. Ausk. an: Zentral-Nachweise-Büro Berlin NW. 7.: [210, 1835, 710, 1866]
section-heading: 7. Kompagnie.: [1419, 759, 1525, 774]
list-entry: Uffz. Jäke, Karl — 28. 9. 90 Zicker, Königsberg — verm. 28. 1. 15 Borzymow. Ausk. an: Zentral-Nachweise-Büro Berlin NW. 7.: [210, 1769, 710, 1800]
list-entry: Däthe, Clemens — 5. 12. 93 Roßwein, Döbeln — verm. 28. 1. 15 Borzymow. Ausk. an: Zentral-Nachweise-Büro Berlin NW. 7.: [210, 478, 710, 509]
list-entry: Uffz. Reiler, August — 21. 9. 88 Rosse, Karthaus — verm. 20. 9. 17 Langemark. Ausk. an: Zentral-Nachweise-Büro Berlin NW. 7.: [1222, 1033, 1722, 1064]
